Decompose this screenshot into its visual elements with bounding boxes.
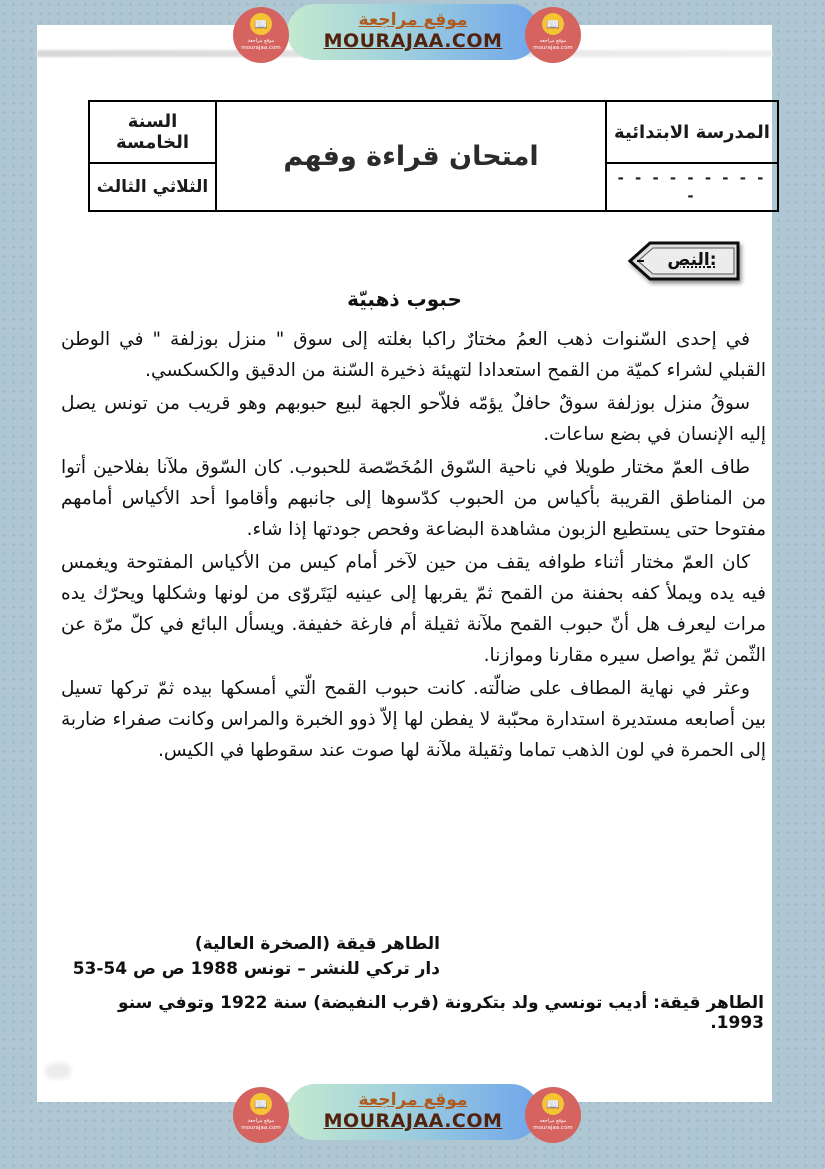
open-book-icon: 📖 — [542, 1093, 564, 1115]
site-badge — [233, 1087, 289, 1143]
author-biography-note: الطاهر قيقة: أديب تونسي ولد بتكرونة (قرب النفيضة) سنة 1922 وتوفي سنو 1993. — [118, 993, 764, 1033]
bottom-site-banner[interactable] — [287, 1084, 539, 1140]
site-badge — [525, 7, 581, 63]
badge-site-name: موقع مراجعة — [539, 1118, 567, 1124]
badge-site-domain: mourajaa.com — [533, 44, 573, 51]
document-page — [37, 25, 772, 1102]
body-paragraph: كان العمّ مختار أثناء طوافه يقف من حين لآخر أمام كيس من الأكياس المفتوحة ويغمس فيه يده ويملأ كفه بحفنة من القمح ثمّ يقربها إلى عينيه ليَتَروّى من لونها وشكلها ويحرّك يده مرات ليعرف هل أنّ حبوب القمح ملآنة ثقيلة أم فارغة خفيفة. ويسأل البائع في كلّ مرّة عن الثّمن ثمّ يواصل سيره مقارنا وموازنا. — [61, 552, 766, 666]
exam-header-table — [88, 100, 779, 212]
badge-site-domain: mourajaa.com — [241, 44, 281, 51]
attribution-line: الطاهر قيقة (الصخرة العالية) — [194, 934, 440, 954]
scan-smudge — [45, 1063, 71, 1079]
body-paragraphs — [61, 324, 766, 768]
body-paragraph: طاف العمّ مختار طويلا في ناحية السّوق المُخَصّصة للحبوب. كان السّوق ملآنا بفلاحين أتوا من المناطق القريبة بأكياس من الحبوب كدّسوها إلى جانبهم وأقاموا أحد الأكياس أمامهم مفتوحا حتى يستطيع الزبون مشاهدة البضاعة وفحص جودتها إذا شاء. — [61, 457, 766, 540]
source-attribution — [73, 932, 440, 982]
text-section-label: النص: — [667, 250, 717, 270]
trimester-cell: الثلاثي الثالث — [89, 163, 216, 211]
body-paragraph: وعثر في نهاية المطاف على ضالّته. كانت حبوب القمح الّتي أمسكها بيده ثمّ تركها تسيل بين أصابعه مستديرة استدارة محبّبة لا يفطن لها إلاّ ذوو الخبرة والمراس وكانت صفراء ضاربة إلى الحمرة في لون الذهب تماما وثقيلة ملآنة لها صوت عند سقوطها في الكيس. — [61, 678, 766, 761]
site-name-link[interactable]: موقع مراجعة — [358, 1090, 468, 1111]
site-name-link[interactable]: موقع مراجعة — [358, 10, 468, 31]
top-site-banner[interactable] — [287, 4, 539, 60]
site-domain-link[interactable]: MOURAJAA.COM — [323, 29, 503, 52]
badge-site-domain: mourajaa.com — [533, 1124, 573, 1131]
badge-site-domain: mourajaa.com — [241, 1124, 281, 1131]
badge-site-name: موقع مراجعة — [247, 38, 275, 44]
top-brand-bar — [0, 0, 825, 70]
site-badge — [525, 1087, 581, 1143]
school-name-blank-cell: - - - - - - - - - - — [606, 163, 778, 211]
open-book-icon: 📖 — [250, 1093, 272, 1115]
school-name-cell: المدرسة الابتدائية — [606, 101, 778, 163]
site-domain-link[interactable]: MOURAJAA.COM — [323, 1109, 503, 1132]
body-paragraph: سوقُ منزل بوزلفة سوقٌ حافلٌ يؤمّه فلاّحو الجهة لبيع حبوبهم وهو قريب من تونس يصل إليه الإنسان في بضع ساعات. — [61, 393, 766, 445]
exam-title-cell: امتحان قراءة وفهم — [216, 101, 606, 211]
site-badge — [233, 7, 289, 63]
text-section-ribbon — [628, 241, 740, 283]
attribution-line: دار تركي للنشر – تونس 1988 ص ص 54-53 — [72, 959, 440, 979]
body-paragraph: في إحدى السّنوات ذهب العمُ مختارٌ راكبا بغلته إلى سوق " منزل بوزلفة " في الوطن القبلي لشراء كميّة من القمح استعدادا لتهيئة ذخيرة السّنة من الدقيق والكسكسي. — [61, 329, 766, 381]
badge-site-name: موقع مراجعة — [247, 1118, 275, 1124]
open-book-icon: 📖 — [250, 13, 272, 35]
reading-text-title: حبوب ذهبيّة — [347, 287, 462, 311]
open-book-icon: 📖 — [542, 13, 564, 35]
grade-level-cell: السنة الخامسة — [89, 101, 216, 163]
badge-site-name: موقع مراجعة — [539, 38, 567, 44]
bottom-brand-bar — [0, 1080, 825, 1150]
